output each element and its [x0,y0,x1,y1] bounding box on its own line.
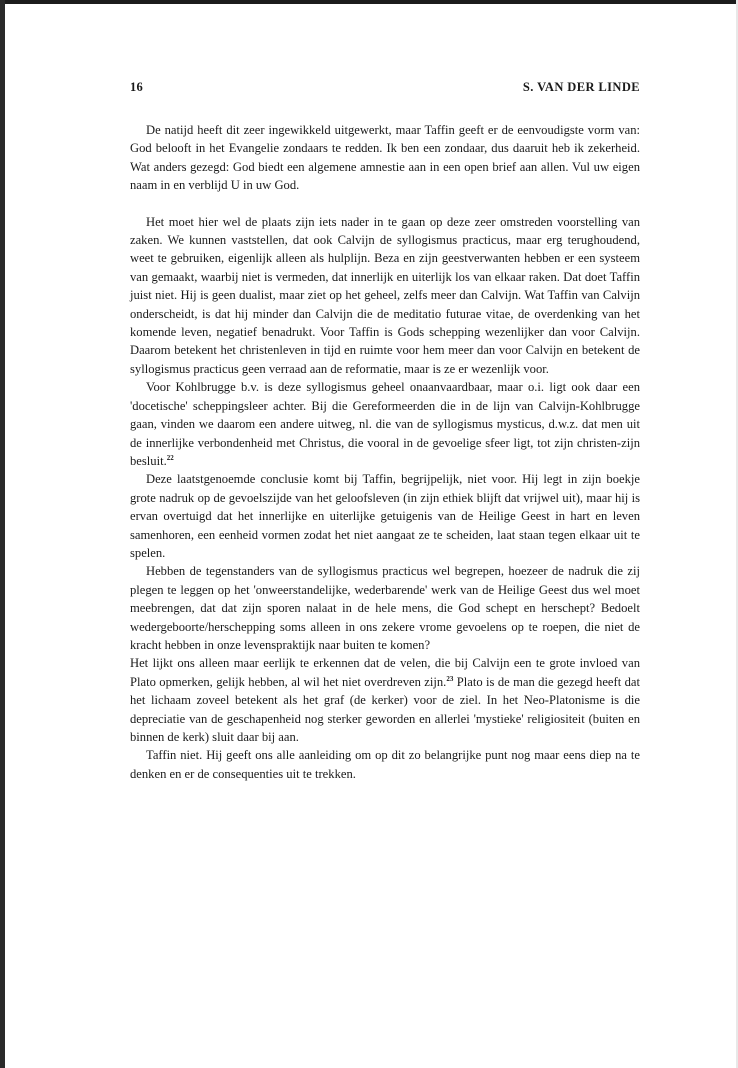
paragraph-7: Taffin niet. Hij geeft ons alle aanleiding om op dit zo belangrijke punt nog maar eens diep na te denken en er de consequenties uit te trekken. [130,748,640,781]
running-head [130,80,640,98]
running-head-author: S. VAN DER LINDE [522,80,640,94]
paragraph-4: Deze laatstgenoemde conclusie komt bij Taffin, begrijpelijk, niet voor. Hij legt in zijn boekje grote nadruk op de gevoelszijde van het geloofsleven (in zijn ethiek blijft dat vrijwel uit), maar hij is ervan overtuigd dat het innerlijke en uiterlijke getuigenis van de Heilige Geest in hart en leven samenhoren, een eenheid vormen zodat het niet aangaat ze te scheiden, laat staan tegen elkaar uit te spelen. [130,472,640,560]
paragraph-1: De natijd heeft dit zeer ingewikkeld uitgewerkt, maar Taffin geeft er de eenvoudigste vorm van: God belooft in het Evangelie zondaars te redden. Ik ben een zondaar, dus daaruit heb ik zekerheid. Wat anders gezegd: God biedt een algemene amnestie aan in een open brief aan allen. Vul uw eigen naam in en verblijd U in uw God. [130,123,640,193]
paragraph-6-text-a: Het lijkt ons alleen maar eerlijk te erkennen dat de velen, die bij Calvijn een te grote invloed van Plato opmerken, gelijk hebben, al wil het niet overdreven zijn. [130,656,640,689]
scan-border-top [0,0,738,4]
footnote-ref-22: 22 [166,453,174,462]
body-text [130,121,640,783]
paragraph-5: Hebben de tegenstanders van de syllogismus practicus wel begrepen, hoezeer de nadruk die zij plegen te leggen op het 'onweerstandelijke, wederbarende' werk van de Heilige Geest dus wel moet meebrengen, dat dat zijn sporen nalaat in de hele mens, die God schept en herschept? Bedoelt wedergeboorte/herschepping soms alleen in ons zekere vrome gevoelens op te roepen, die niet de kracht hebben in onze levenspraktijk naar buiten te komen? [130,564,640,652]
paragraph-3 [130,378,640,470]
footnote-ref-23: 23 [446,674,454,683]
paragraph-3-text: Voor Kohlbrugge b.v. is deze syllogismus geheel onaanvaardbaar, maar o.i. ligt ook daar een 'docetische' scheppingsleer achter. Bij die Gereformeerden die in de lijn van Calvijn-Kohlbrugge gaan, vinden we daarom een andere uitweg, nl. die van de syllogismus mysticus, d.w.z. dat men uit de innerlijke verbondenheid met Christus, die vooral in de gevoelige sfeer ligt, tot zijn christen-zijn besluit. [130,380,640,468]
paragraph-6 [130,654,640,746]
page-number: 16 [130,80,143,94]
book-page [130,80,640,783]
paragraph-2: Het moet hier wel de plaats zijn iets nader in te gaan op deze zeer omstreden voorstelling van zaken. We kunnen vaststellen, dat ook Calvijn de syllogismus practicus, maar erg terughoudend, weet te gebruiken, eigenlijk alleen als hulplijn. Beza en zijn geestverwanten hebben er een systeem van gemaakt, waarbij niet is vermeden, dat innerlijk en uiterlijk los van elkaar raken. Dat doet Taffin juist niet. Hij is geen dualist, maar ziet op het geheel, zelfs meer dan Calvijn. Wat Taffin van Calvijn onderscheidt, is dat hij minder dan Calvijn die de meditatio futurae vitae, de overdenking van het komende leven, negatief benadrukt. Voor Taffin is Gods schepping wezenlijker dan voor Calvijn. Daarom betekent het christenleven in tijd en ruimte voor hem meer dan voor Calvijn en betekent de syllogismus practicus geen verraad aan de reformatie, maar is ze er wezenlijk voor. [130,214,640,376]
scan-border-left [0,0,5,1068]
paragraph-6-text-b: Plato is de man die gezegd heeft dat het lichaam zoveel betekent als het graf (de kerker) voor de ziel. In het Neo-Platonisme is die depreciatie van de geschapenheid nog sterker geworden en allerlei 'mystieke' religiositeit (buiten en binnen de kerk) sluit daar bij aan. [130,674,640,744]
